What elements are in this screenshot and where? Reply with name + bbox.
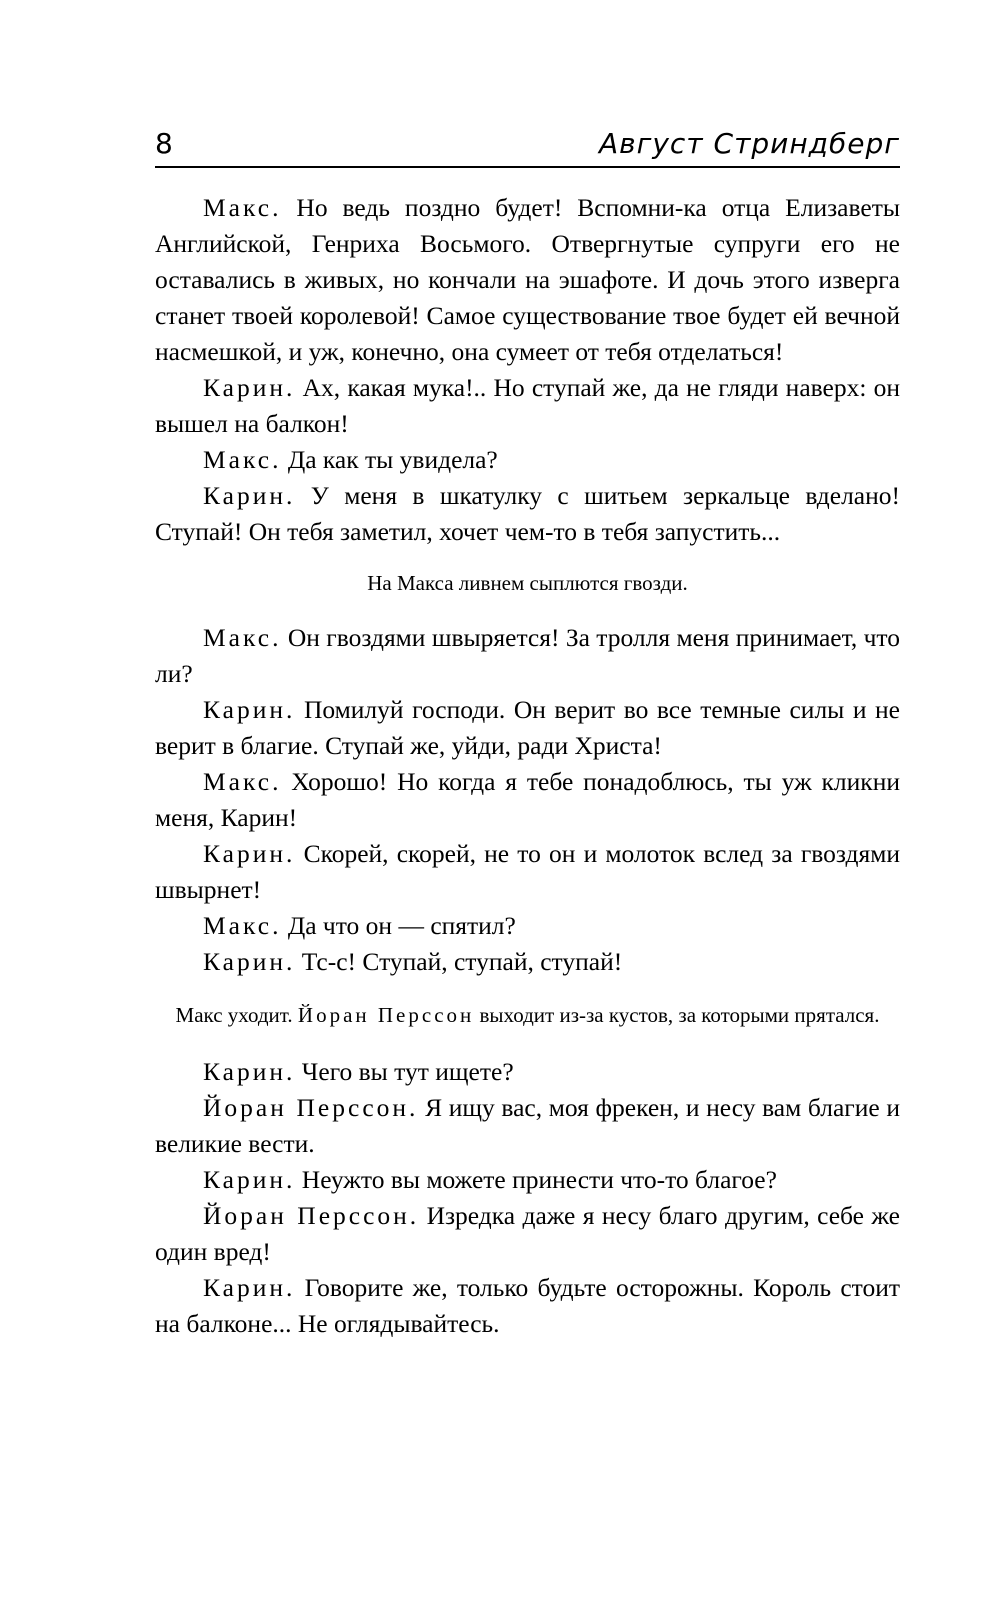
dialogue-line (155, 1198, 900, 1270)
character-name: Йоран Перссон (297, 1003, 475, 1027)
speech-text: Чего вы тут ищете? (295, 1057, 514, 1086)
page-header (155, 126, 900, 168)
speaker-name: Йоран Перссон. (203, 1201, 420, 1230)
dialogue-line (155, 944, 900, 980)
speaker-name: Карин. (203, 947, 296, 976)
speaker-name: Карин. (203, 373, 296, 402)
speaker-name: Карин. (203, 481, 296, 510)
dialogue-line (155, 1054, 900, 1090)
speaker-name: Карин. (203, 839, 296, 868)
dialogue-line (155, 190, 900, 370)
stage-direction (155, 999, 900, 1032)
speech-text: Хорошо! Но когда я тебе понадоблюсь, ты уж кликни меня, Карин! (155, 767, 900, 832)
stage-direction: На Макса ливнем сыплются гвозди. (367, 571, 688, 595)
dialogue-line (155, 836, 900, 908)
speech-text: Помилуй господи. Он верит во все темные силы и не верит в благие. Ступай же, уйди, ради Христа! (155, 695, 900, 760)
dialogue-line (155, 370, 900, 442)
speaker-name: Макс. (203, 445, 282, 474)
speaker-name: Макс. (203, 193, 282, 222)
speech-text: Да что он — спятил? (281, 911, 516, 940)
speech-text: Тс-с! Ступай, ступай, ступай! (295, 947, 623, 976)
page-number: 8 (155, 127, 173, 160)
speech-text: Ах, какая мука!.. Но ступай же, да не гляди наверх: он вышел на балкон! (155, 373, 900, 438)
speaker-name: Карин. (203, 1273, 296, 1302)
speech-text: Да как ты увидела? (281, 445, 498, 474)
speech-text: Но ведь поздно будет! Вспомни-ка отца Елизаветы Английской, Генриха Восьмого. Отвергнутые супруги его не оставались в живых, но кончали на эшафоте. И дочь этого изверга станет твоей королевой! Самое существование твое будет ей вечной насмешкой, и уж, конечно, она сумеет от тебя отделаться! (155, 193, 900, 366)
speech-text: У меня в шкатулку с шитьем зеркальце вделано! Ступай! Он тебя заметил, хочет чем-то в тебя запустить... (155, 481, 900, 546)
dialogue-line (155, 908, 900, 944)
stage-text: Макс уходит. (175, 1003, 298, 1027)
speech-text: Изредка даже я несу благо другим, себе же один вред! (155, 1201, 900, 1266)
page-body (155, 190, 900, 1342)
running-head: Август Стриндберг (598, 127, 900, 160)
speaker-name: Макс. (203, 767, 282, 796)
speech-text: Я ищу вас, моя фрекен, и несу вам благие и великие вести. (155, 1093, 900, 1158)
dialogue-line (155, 692, 900, 764)
speech-text: Говорите же, только будьте осторожны. Король стоит на балконе... Не оглядывайтесь. (155, 1273, 900, 1338)
speaker-name: Карин. (203, 695, 296, 724)
dialogue-line (155, 1162, 900, 1198)
speech-text: Неужто вы можете принести что-то благое? (295, 1165, 777, 1194)
speaker-name: Макс. (203, 623, 282, 652)
dialogue-line (155, 442, 900, 478)
dialogue-line (155, 1270, 900, 1342)
dialogue-line (155, 764, 900, 836)
dialogue-line (155, 1090, 900, 1162)
dialogue-line (155, 620, 900, 692)
speaker-name: Карин. (203, 1057, 296, 1086)
speaker-name: Йоран Перссон. (203, 1093, 419, 1122)
speaker-name: Карин. (203, 1165, 296, 1194)
dialogue-line (155, 478, 900, 550)
stage-text: выходит из-за кустов, за которыми прятался. (474, 1003, 880, 1027)
speaker-name: Макс. (203, 911, 282, 940)
speech-text: Он гвоздями швыряется! За тролля меня принимает, что ли? (155, 623, 900, 688)
speech-text: Скорей, скорей, не то он и молоток вслед за гвоздями швырнет! (155, 839, 900, 904)
